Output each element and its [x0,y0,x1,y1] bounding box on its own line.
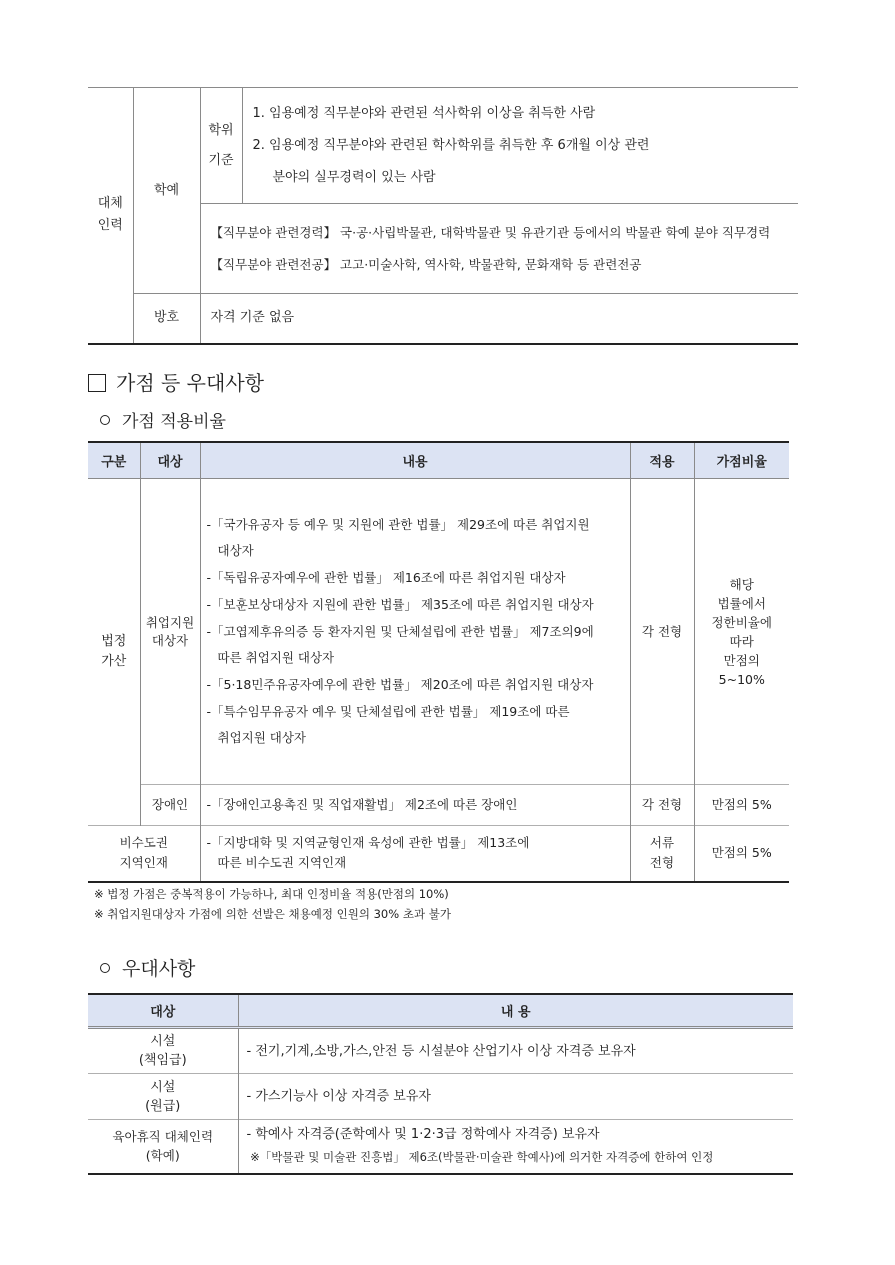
target-facility-junior: 시설 (원급) [88,1074,238,1120]
header-apply: 적용 [630,442,694,479]
content-line: - 학예사 자격증(준학예사 및 1·2·3급 정학예사 자격증) 보유자 [246,1127,600,1143]
target-disabled: 장애인 [140,785,200,826]
qualification-table [88,87,798,345]
section-title [88,367,264,396]
section-title-text: 가점 등 우대사항 [116,371,264,395]
preference-table [88,993,793,1175]
regional-content [200,826,630,882]
category-security: 방호 [133,294,200,344]
preference-subtitle [100,954,195,981]
degree-item: 분야의 실무경력이 있는 사람 [272,169,436,185]
rate-employment-support: 해당 법률에서 정한비율에 따라 만점의 5~10% [694,479,789,785]
apply-regional: 서류 전형 [630,826,694,882]
content-facility-senior: - 전기,기계,소방,가스,안전 등 시설분야 산업기사 이상 자격증 보유자 [238,1028,793,1074]
legal-bonus-group: 법정 가산 [101,634,127,669]
degree-item: 1. 임용예정 직무분야와 관련된 석사학위 이상을 취득한 사람 [252,105,596,121]
target-facility-senior: 시설 (책임급) [138,1034,187,1068]
content-line: ※「박물관 및 미술관 진흥법」 제6조(박물관·미술관 학예사)에 의거한 자격증에 한하여 인정 [246,1150,714,1165]
group-label-substitute: 대체 인력 [97,196,123,234]
related-career: 【직무분야 관련경력】 국·공·사립박물관, 대학박물관 및 유관기관 등에서의 박물관 학예 분야 직무경력 [210,224,771,240]
header-target: 대상 [140,442,200,479]
law-item: -「고엽제후유의증 등 환자지원 및 단체설립에 관한 법률」 제7조의9에 따른 취업지원 대상자 [206,624,594,665]
apply-employment-support: 각 전형 [630,479,694,785]
target-regional-talent: 비수도권 지역인재 [88,826,200,882]
note-duplicate-bonus: ※ 법정 가점은 중복적용이 가능하나, 최대 인정비율 적용(만점의 10%) [94,887,449,901]
law-item: -「독립유공자예우에 관한 법률」 제16조에 따른 취업지원 대상자 [206,570,566,585]
degree-criteria-label: 학위 기준 [200,88,242,204]
rate-disabled: 만점의 5% [694,785,789,826]
category-curator: 학예 [133,88,200,294]
content-facility-junior: - 가스기능사 이상 자격증 보유자 [238,1074,793,1120]
target-employment-support: 취업지원 대상자 [140,479,200,785]
regional-content-line: -「지방대학 및 지역균형인재 육성에 관한 법률」 제13조에 [206,835,530,851]
apply-disabled: 각 전형 [630,785,694,826]
note-selection-limit: ※ 취업지원대상자 가점에 의한 선발은 채용예정 인원의 30% 초과 불가 [94,907,451,921]
disabled-content: -「장애인고용촉진 및 직업재활법」 제2조에 따른 장애인 [200,785,630,826]
target-parental-leave-curator: 육아휴직 대체인력 (학예) [88,1120,238,1174]
circle-bullet-icon [100,415,110,425]
header-target: 대상 [88,994,238,1028]
square-bullet-icon [88,374,106,392]
employment-support-content [200,479,630,785]
law-item: -「국가유공자 등 예우 및 지원에 관한 법률」 제29조에 따른 취업지원 대상자 [206,517,590,558]
bonus-subtitle [100,407,226,432]
bonus-subtitle-text: 가점 적용비율 [122,412,226,432]
preference-subtitle-text: 우대사항 [122,958,196,980]
header-content: 내 용 [238,994,793,1028]
law-item: -「특수임무유공자 예우 및 단체설립에 관한 법률」 제19조에 따른 취업지원 대상자 [206,704,570,745]
degree-item: 2. 임용예정 직무분야와 관련된 학사학위를 취득한 후 6개월 이상 관련 [252,137,650,153]
bonus-table [88,441,789,883]
security-criteria: 자격 기준 없음 [200,294,798,344]
regional-content-line: 따른 비수도권 지역인재 [217,855,347,871]
related-career-major [200,204,798,294]
degree-criteria-content [242,88,798,204]
header-category: 구분 [88,442,140,479]
related-major: 【직무분야 관련전공】 고고·미술사학, 역사학, 박물관학, 문화재학 등 관련전공 [210,256,642,272]
law-item: -「보훈보상대상자 지원에 관한 법률」 제35조에 따른 취업지원 대상자 [206,597,594,612]
header-rate: 가점비율 [694,442,789,479]
circle-bullet-icon [100,963,110,973]
header-content: 내용 [200,442,630,479]
rate-regional: 만점의 5% [694,826,789,882]
law-item: -「5·18민주유공자예우에 관한 법률」 제20조에 따른 취업지원 대상자 [206,677,594,692]
content-parental-leave-curator [238,1120,793,1174]
